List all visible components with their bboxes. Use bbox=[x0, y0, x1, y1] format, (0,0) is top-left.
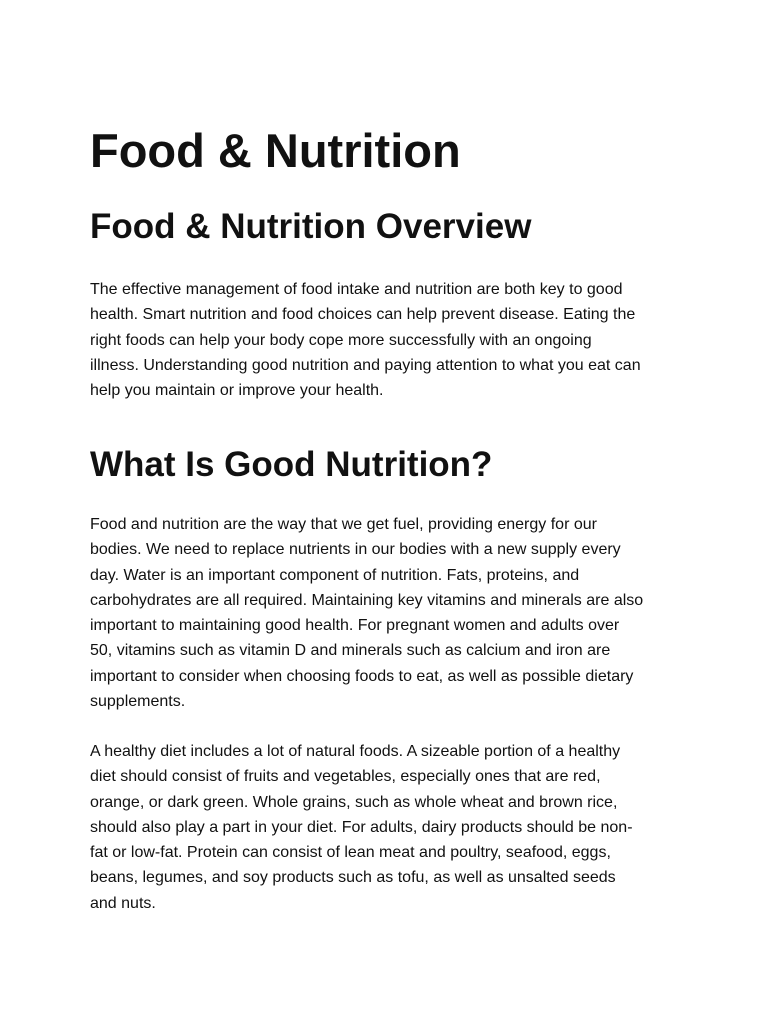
page-title: Food & Nutrition bbox=[90, 124, 461, 177]
text-line: diet should consist of fruits and vegetables, especially ones that are red, bbox=[90, 768, 601, 786]
text-line: help you maintain or improve your health. bbox=[90, 382, 384, 400]
text-line: right foods can help your body cope more successfully with an ongoing bbox=[90, 331, 592, 349]
text-line: beans, legumes, and soy products such as tofu, as well as unsalted seeds bbox=[90, 869, 616, 887]
text-line: The effective management of food intake and nutrition are both key to good bbox=[90, 281, 623, 298]
section-heading-good-nutrition: What Is Good Nutrition? bbox=[90, 445, 493, 484]
good-nutrition-paragraph-2 bbox=[90, 739, 680, 916]
section-heading-overview: Food & Nutrition Overview bbox=[90, 207, 532, 246]
text-line: supplements. bbox=[90, 693, 186, 711]
text-line: Food and nutrition are the way that we get fuel, providing energy for our bbox=[90, 516, 597, 533]
text-line: 50, vitamins such as vitamin D and minerals such as calcium and iron are bbox=[90, 642, 611, 660]
text-line: should also play a part in your diet. For adults, dairy products should be non- bbox=[90, 818, 633, 836]
overview-paragraph bbox=[90, 277, 680, 403]
text-line: orange, or dark green. Whole grains, such as whole wheat and brown rice, bbox=[90, 793, 618, 811]
text-line: fat or low-fat. Protein can consist of lean meat and poultry, seafood, eggs, bbox=[90, 844, 611, 862]
text-line: health. Smart nutrition and food choices can help prevent disease. Eating the bbox=[90, 306, 636, 324]
text-line: important to consider when choosing foods to eat, as well as possible dietary bbox=[90, 667, 634, 685]
text-line: illness. Understanding good nutrition and paying attention to what you eat can bbox=[90, 356, 641, 374]
text-line: A healthy diet includes a lot of natural foods. A sizeable portion of a healthy bbox=[90, 743, 621, 760]
text-line: carbohydrates are all required. Maintaining key vitamins and minerals are also bbox=[90, 591, 644, 609]
text-line: important to maintaining good health. For pregnant women and adults over bbox=[90, 617, 620, 635]
text-line: bodies. We need to replace nutrients in our bodies with a new supply every bbox=[90, 541, 621, 559]
text-line: and nuts. bbox=[90, 894, 156, 912]
good-nutrition-paragraph-1 bbox=[90, 512, 680, 714]
text-line: day. Water is an important component of nutrition. Fats, proteins, and bbox=[90, 566, 580, 584]
